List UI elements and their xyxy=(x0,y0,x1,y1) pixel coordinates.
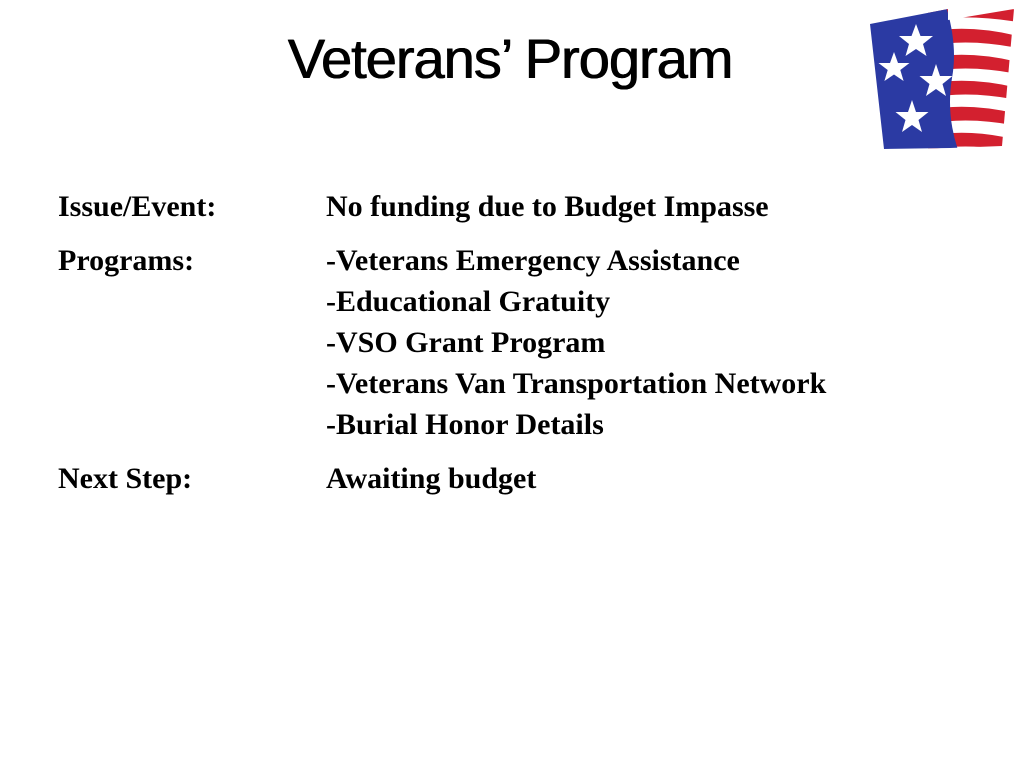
flag-keystone-logo-icon xyxy=(868,6,1018,150)
next-step-label: Next Step: xyxy=(58,462,193,495)
programs-label: Programs: xyxy=(58,244,195,277)
program-item: -Educational Gratuity xyxy=(326,285,611,318)
issue-value: No funding due to Budget Impasse xyxy=(326,190,769,223)
slide-title: Veterans’ Program xyxy=(287,27,733,90)
program-item: -Burial Honor Details xyxy=(326,408,604,441)
programs-list xyxy=(326,240,826,445)
next-step-value: Awaiting budget xyxy=(326,462,537,495)
issue-label: Issue/Event: xyxy=(58,190,217,223)
program-item: -Veterans Emergency Assistance xyxy=(326,244,740,277)
program-item: -VSO Grant Program xyxy=(326,326,606,359)
program-item: -Veterans Van Transportation Network xyxy=(326,367,827,400)
